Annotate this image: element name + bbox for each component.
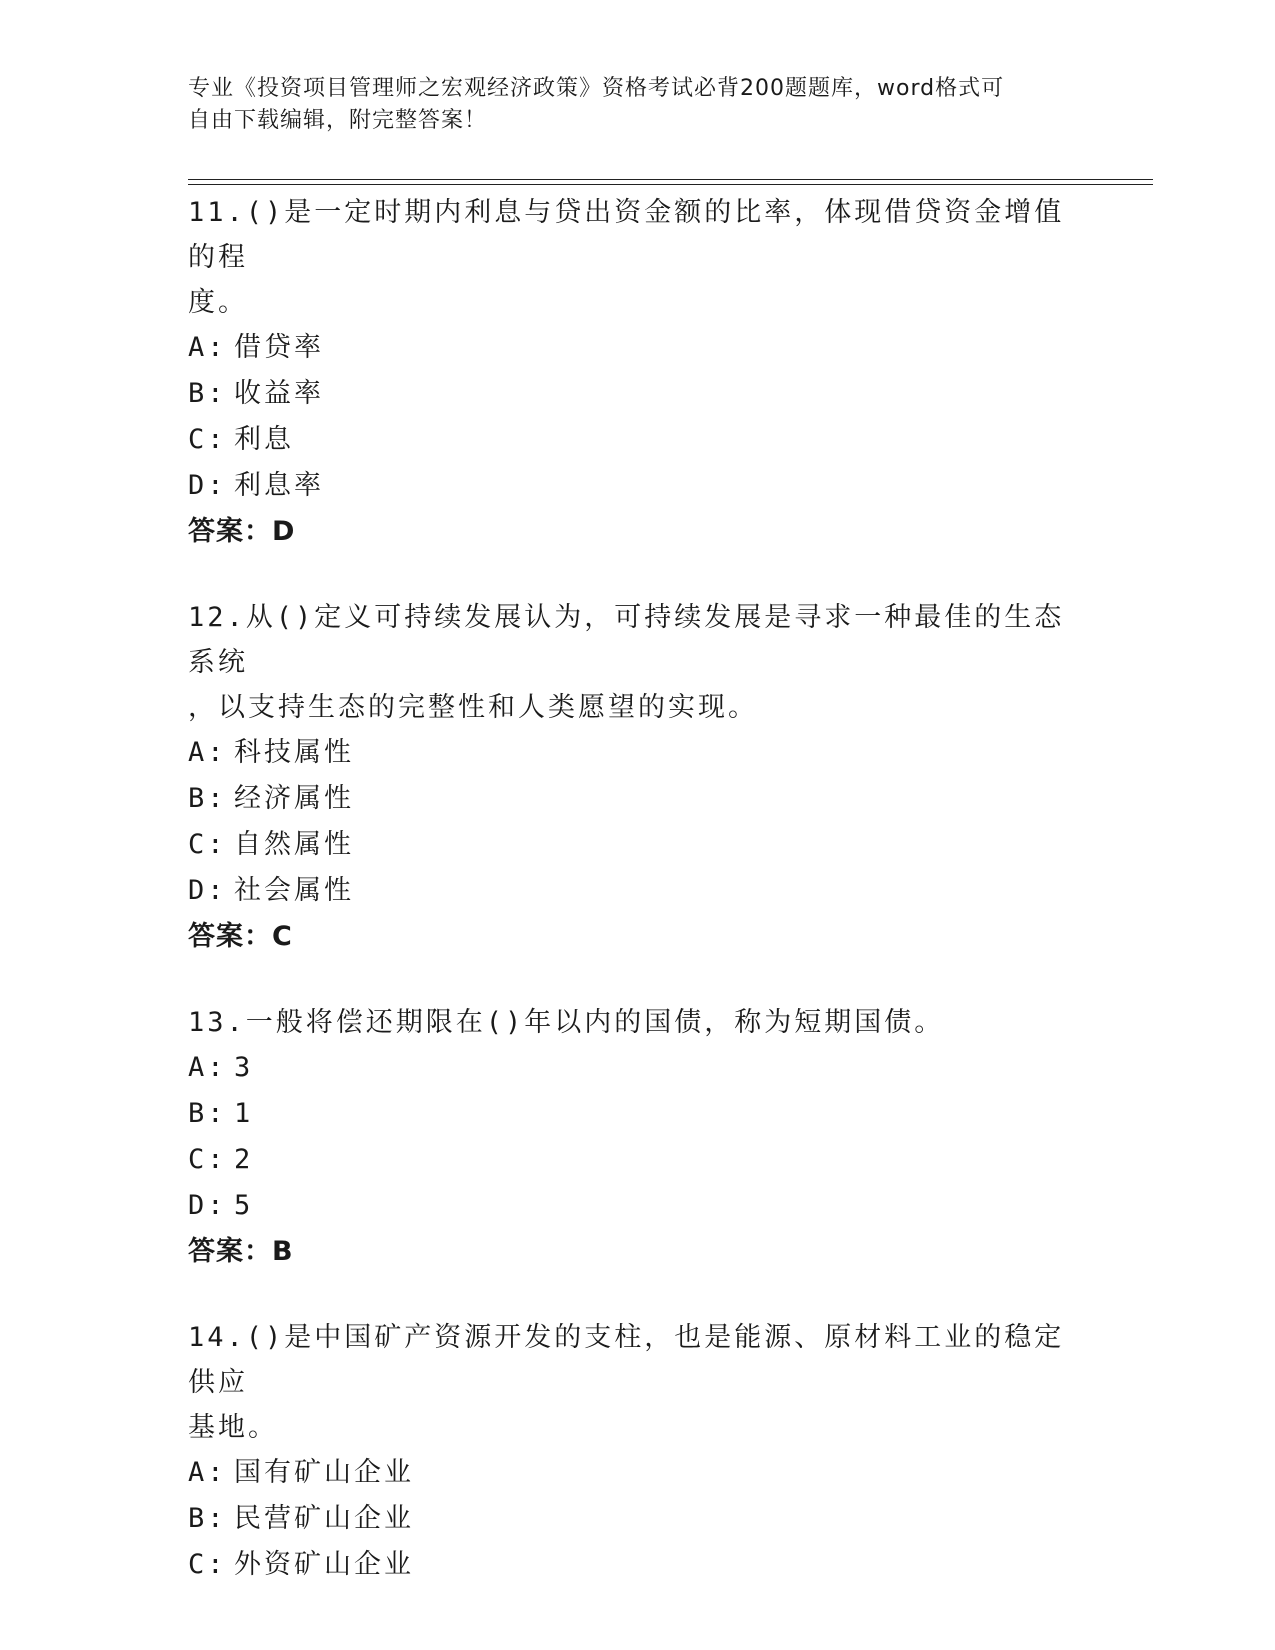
option-letter: B: bbox=[188, 783, 227, 814]
option-letter: A: bbox=[188, 332, 227, 363]
question-stem bbox=[188, 595, 1088, 730]
header-divider-bottom bbox=[188, 184, 1153, 185]
question-stem-line-2: 基地。 bbox=[188, 1412, 278, 1443]
option-text: 经济属性 bbox=[234, 783, 354, 814]
option-text: 利息率 bbox=[234, 470, 324, 501]
option-text: 自然属性 bbox=[234, 829, 354, 860]
option-c bbox=[188, 417, 1088, 463]
option-text: 2 bbox=[234, 1144, 254, 1175]
option-d bbox=[188, 1183, 1088, 1229]
question-stem-line-1: 14.()是中国矿产资源开发的支柱，也是能源、原材料工业的稳定供应 bbox=[188, 1322, 1065, 1398]
option-letter: C: bbox=[188, 1549, 227, 1580]
document-header bbox=[188, 73, 1068, 137]
option-text: 1 bbox=[234, 1098, 254, 1129]
question-stem bbox=[188, 1000, 1088, 1045]
question-stem bbox=[188, 1315, 1088, 1450]
option-d bbox=[188, 463, 1088, 509]
option-a bbox=[188, 1450, 1088, 1496]
question-stem-line-1: 11.()是一定时期内利息与贷出资金额的比率，体现借贷资金增值的程 bbox=[188, 197, 1065, 273]
option-letter: D: bbox=[188, 470, 227, 501]
question-14 bbox=[188, 1315, 1088, 1588]
option-b bbox=[188, 776, 1088, 822]
option-text: 3 bbox=[234, 1052, 254, 1083]
option-letter: B: bbox=[188, 378, 227, 409]
option-text: 借贷率 bbox=[234, 332, 324, 363]
option-text: 科技属性 bbox=[234, 737, 354, 768]
option-letter: D: bbox=[188, 1190, 227, 1221]
question-stem-line-2: 度。 bbox=[188, 287, 248, 318]
question-stem bbox=[188, 190, 1088, 325]
option-a bbox=[188, 1045, 1088, 1091]
option-d bbox=[188, 868, 1088, 914]
option-letter: B: bbox=[188, 1098, 227, 1129]
answer-line: 答案：B bbox=[188, 1236, 294, 1267]
option-c bbox=[188, 822, 1088, 868]
option-letter: B: bbox=[188, 1503, 227, 1534]
question-13 bbox=[188, 1000, 1088, 1275]
option-a bbox=[188, 325, 1088, 371]
option-letter: C: bbox=[188, 829, 227, 860]
question-stem-line-1: 12.从()定义可持续发展认为，可持续发展是寻求一种最佳的生态系统 bbox=[188, 602, 1065, 678]
option-b bbox=[188, 1496, 1088, 1542]
option-b bbox=[188, 1091, 1088, 1137]
question-11 bbox=[188, 190, 1088, 555]
option-letter: C: bbox=[188, 424, 227, 455]
option-text: 社会属性 bbox=[234, 875, 354, 906]
option-text: 利息 bbox=[234, 424, 294, 455]
header-line-1: 专业《投资项目管理师之宏观经济政策》资格考试必背200题题库，word格式可 bbox=[188, 76, 1005, 101]
option-c bbox=[188, 1542, 1088, 1588]
question-list bbox=[188, 190, 1088, 1628]
option-letter: A: bbox=[188, 1457, 227, 1488]
option-text: 外资矿山企业 bbox=[234, 1549, 414, 1580]
option-letter: A: bbox=[188, 1052, 227, 1083]
option-letter: A: bbox=[188, 737, 227, 768]
option-c bbox=[188, 1137, 1088, 1183]
option-text: 国有矿山企业 bbox=[234, 1457, 414, 1488]
option-letter: C: bbox=[188, 1144, 227, 1175]
question-stem-line-2: ，以支持生态的完整性和人类愿望的实现。 bbox=[188, 692, 758, 723]
question-stem-line-1: 13.一般将偿还期限在()年以内的国债，称为短期国债。 bbox=[188, 1007, 945, 1038]
answer-line: 答案：D bbox=[188, 516, 296, 547]
answer-line: 答案：C bbox=[188, 921, 293, 952]
option-b bbox=[188, 371, 1088, 417]
option-text: 5 bbox=[234, 1190, 254, 1221]
option-letter: D: bbox=[188, 875, 227, 906]
option-a bbox=[188, 730, 1088, 776]
header-line-2: 自由下载编辑，附完整答案！ bbox=[188, 108, 488, 133]
header-divider-top bbox=[188, 179, 1153, 180]
option-text: 民营矿山企业 bbox=[234, 1503, 414, 1534]
question-12 bbox=[188, 595, 1088, 960]
option-text: 收益率 bbox=[234, 378, 324, 409]
